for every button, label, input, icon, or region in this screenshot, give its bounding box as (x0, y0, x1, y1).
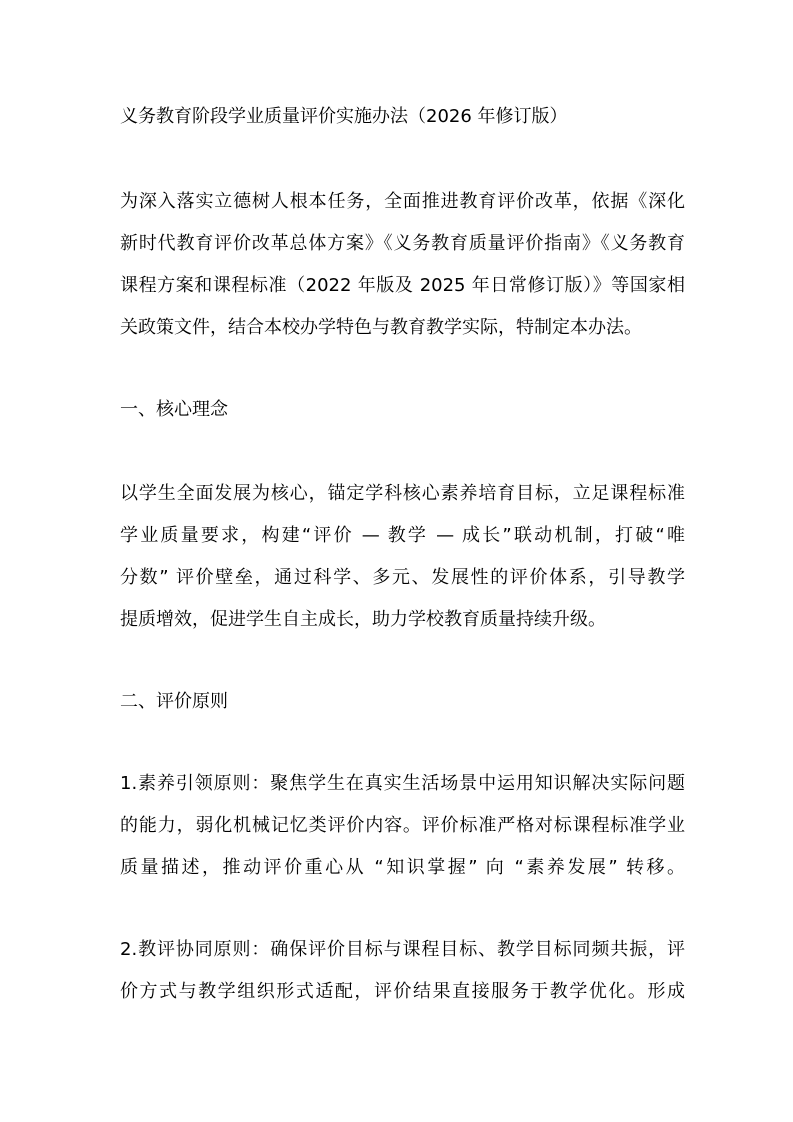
intro-line-3: 课程方案和课程标准（2022 年版及 2025 年日常修订版）》等国家相 (120, 275, 685, 296)
principle2-line-1: 2.教评协同原则：确保评价目标与课程目标、教学目标同频共振，评 (120, 939, 685, 960)
principle1-line-1: 1.素养引领原则：聚焦学生在真实生活场景中运用知识解决实际问题 (120, 773, 685, 794)
section1-line-2: 学业质量要求，构建“评价 — 教学 — 成长”联动机制，打破“唯 (120, 525, 685, 546)
section1-line-4: 提质增效，促进学生自主成长，助力学校教育质量持续升级。 (120, 609, 606, 630)
section2-heading: 二、评价原则 (120, 691, 228, 712)
intro-line-4: 关政策文件，结合本校办学特色与教育教学实际，特制定本办法。 (120, 317, 642, 338)
section1-heading: 一、核心理念 (120, 399, 228, 420)
document-title: 义务教育阶段学业质量评价实施办法（2026 年修订版） (120, 106, 568, 127)
principle2-line-2: 价方式与教学组织形式适配，评价结果直接服务于教学优化。形成 (120, 981, 685, 1002)
intro-line-1: 为深入落实立德树人根本任务，全面推进教育评价改革，依据《深化 (120, 191, 685, 212)
section1-line-3: 分数” 评价壁垒，通过科学、多元、发展性的评价体系，引导教学 (120, 567, 685, 588)
principle1-line-2: 的能力，弱化机械记忆类评价内容。评价标准严格对标课程标准学业 (120, 815, 685, 836)
principle1-line-3: 质量描述，推动评价重心从 “知识掌握” 向 “素养发展” 转移。 (120, 857, 685, 878)
section1-line-1: 以学生全面发展为核心，锚定学科核心素养培育目标，立足课程标准 (120, 483, 685, 504)
intro-line-2: 新时代教育评价改革总体方案》《义务教育质量评价指南》《义务教育 (120, 233, 685, 254)
